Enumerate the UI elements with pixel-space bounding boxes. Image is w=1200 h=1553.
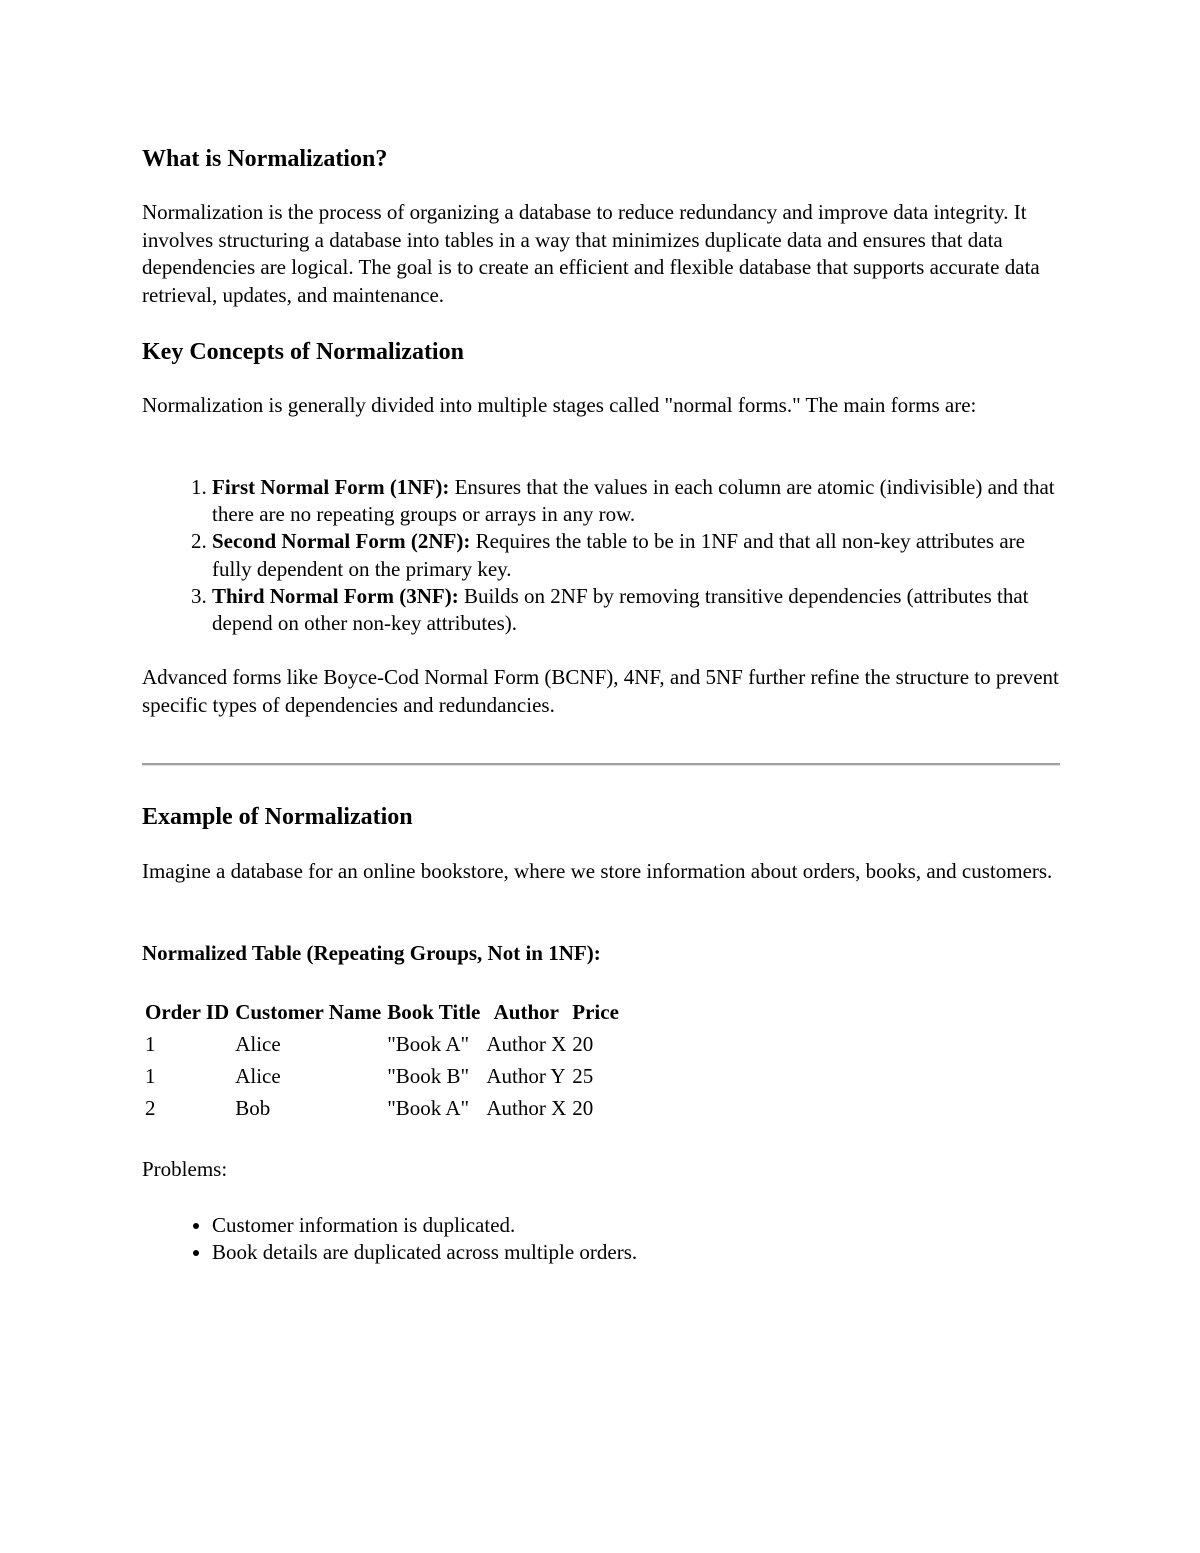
cell-author: Author Y bbox=[486, 1063, 566, 1088]
term-3nf: Third Normal Form (3NF): bbox=[212, 583, 459, 608]
heading-what-is-normalization: What is Normalization? bbox=[142, 146, 388, 172]
term-1nf: First Normal Form (1NF): bbox=[212, 475, 450, 499]
paragraph-advanced-forms: Advanced forms like Boyce-Cod Normal Form (BCNF), 4NF, and 5NF further refine the structure to prevent specific types of dependencies and redundancies. bbox=[142, 665, 1059, 717]
table-header-row bbox=[142, 996, 622, 1028]
list-item-problem: • Customer information is duplicated. bbox=[212, 1212, 1060, 1239]
cell-author: Author X bbox=[486, 1095, 567, 1120]
cell-customer-name: Alice bbox=[235, 1063, 281, 1088]
list-item-problem: • Book details are duplicated across multiple orders. bbox=[212, 1239, 1060, 1266]
header-order-id: Order ID bbox=[145, 999, 230, 1024]
cell-book-title: "Book A" bbox=[387, 1095, 470, 1120]
problems-list bbox=[142, 1212, 1060, 1266]
table-row bbox=[142, 1028, 622, 1060]
cell-customer-name: Bob bbox=[235, 1095, 271, 1120]
orders-table bbox=[142, 996, 622, 1124]
cell-book-title: "Book A" bbox=[387, 1031, 470, 1056]
list-item-1nf bbox=[212, 474, 1060, 528]
normal-forms-list bbox=[142, 474, 1060, 637]
cell-price: 20 bbox=[572, 1031, 594, 1056]
horizontal-divider bbox=[142, 763, 1060, 766]
heading-example: Example of Normalization bbox=[142, 804, 413, 830]
table-title: Normalized Table (Repeating Groups, Not in 1NF): bbox=[142, 941, 601, 965]
cell-price: 25 bbox=[572, 1063, 594, 1088]
paragraph-example-intro: Imagine a database for an online bookstore, where we store information about orders, books, and customers. bbox=[142, 859, 1053, 883]
cell-customer-name: Alice bbox=[235, 1031, 281, 1056]
paragraph-definition: Normalization is the process of organizing a database to reduce redundancy and improve data integrity. It involves structuring a database into tables in a way that minimizes duplicate data and ensures that data dependencies are logical. The goal is to create an efficient and flexible database that supports accurate data retrieval, updates, and maintenance. bbox=[142, 200, 1040, 307]
cell-order-id: 1 bbox=[145, 1031, 156, 1056]
cell-order-id: 2 bbox=[145, 1095, 156, 1120]
header-author: Author bbox=[493, 999, 559, 1024]
header-customer-name: Customer Name bbox=[235, 999, 382, 1024]
header-book-title: Book Title bbox=[387, 999, 481, 1024]
term-2nf: Second Normal Form (2NF): bbox=[212, 529, 471, 554]
list-item-3nf bbox=[212, 583, 1060, 637]
cell-order-id: 1 bbox=[145, 1063, 156, 1088]
header-price: Price bbox=[572, 999, 619, 1024]
heading-key-concepts: Key Concepts of Normalization bbox=[142, 339, 464, 365]
desc-2nf: Requires the table to be in 1NF and that all non-key attributes are fully dependent on the primary key. bbox=[212, 529, 1025, 581]
paragraph-forms-intro: Normalization is generally divided into multiple stages called "normal forms." The main forms are: bbox=[142, 393, 977, 417]
desc-1nf: Ensures that the values in each column are atomic (indivisible) and that there are no repeating groups or arrays in any row. bbox=[212, 475, 1055, 527]
cell-author: Author X bbox=[486, 1031, 567, 1056]
table-row bbox=[142, 1060, 622, 1092]
cell-price: 20 bbox=[572, 1095, 594, 1120]
desc-3nf: Builds on 2NF by removing transitive dependencies (attributes that depend on other non-key attributes). bbox=[212, 583, 1029, 636]
cell-book-title: "Book B" bbox=[387, 1063, 470, 1088]
table-row bbox=[142, 1092, 622, 1124]
problems-label: Problems: bbox=[142, 1157, 228, 1181]
list-item-2nf bbox=[212, 528, 1060, 582]
